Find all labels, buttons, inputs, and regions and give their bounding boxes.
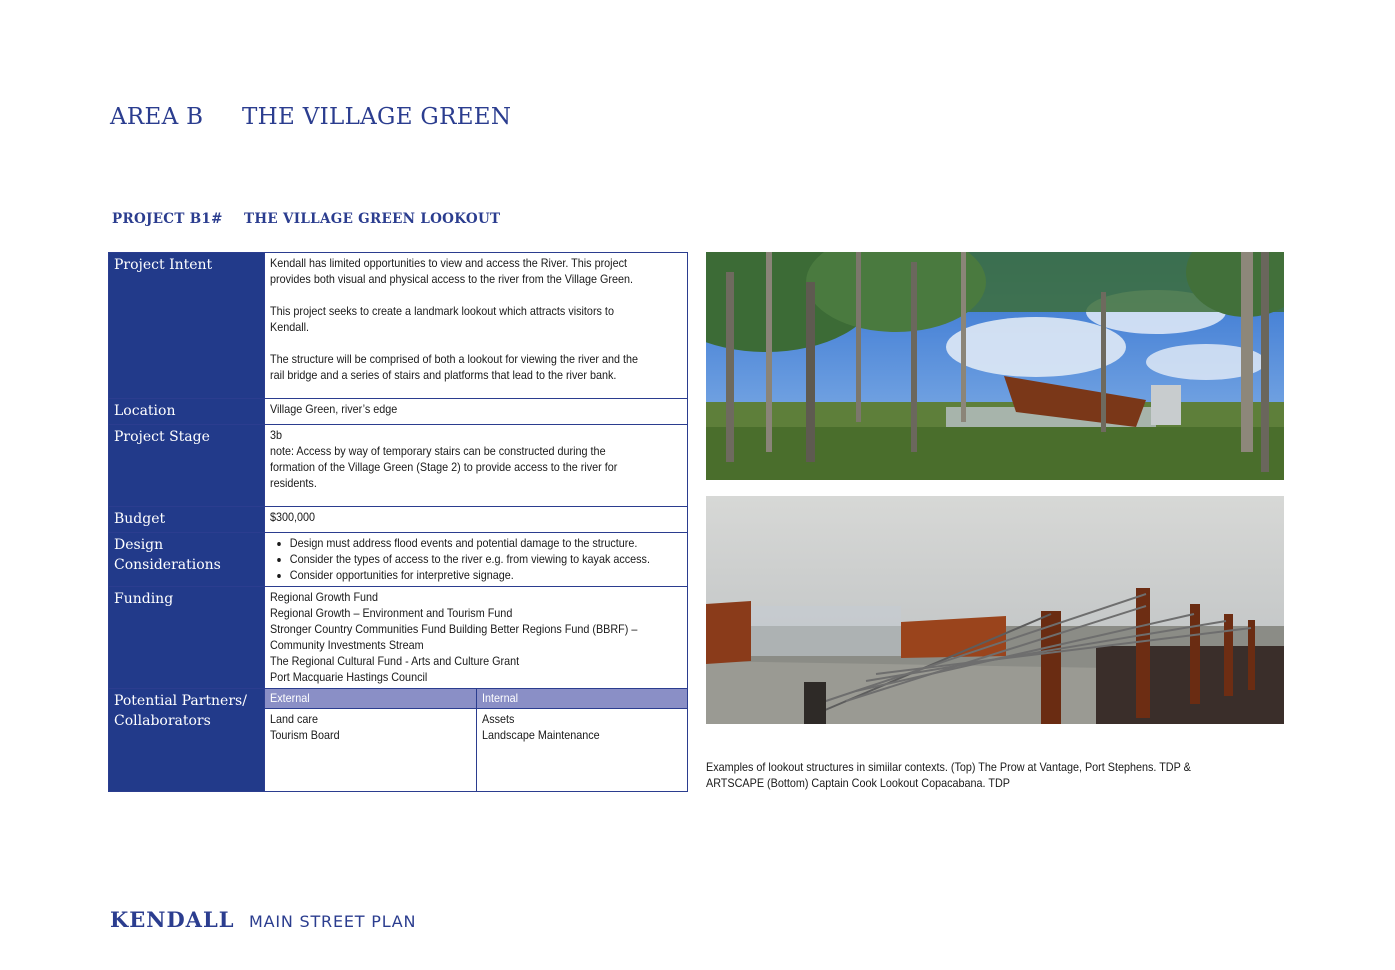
project-name: THE VILLAGE GREEN LOOKOUT	[244, 211, 501, 227]
row-funding	[109, 587, 688, 689]
label-location: Location	[109, 399, 265, 425]
partners-internal-heading: Internal	[477, 689, 688, 709]
value-budget: $300,000	[265, 507, 688, 533]
funding-line: Regional Growth – Environment and Tourism Fund	[270, 606, 513, 620]
partners-internal-column	[476, 689, 688, 791]
footer-subtitle: MAIN STREET PLAN	[249, 912, 417, 931]
value-project-intent	[265, 253, 688, 399]
label-project-stage: Project Stage	[109, 425, 265, 507]
label-project-intent: Project Intent	[109, 253, 265, 399]
partner-item: Tourism Board	[270, 728, 340, 742]
label-design-considerations: Design Considerations	[109, 533, 265, 587]
row-budget	[109, 507, 688, 533]
stage-note-line: note: Access by way of temporary stairs can be constructed during the	[270, 444, 606, 458]
partners-external-heading: External	[265, 689, 476, 709]
design-bullet: • Consider the types of access to the river e.g. from viewing to kayak access.	[290, 551, 650, 567]
photo-caption: Examples of lookout structures in simiilar contexts. (Top) The Prow at Vantage, Port Stephens. TDP & ARTSCAPE (Bottom) Captain Cook Lookout Copacabana. TDP	[706, 760, 1191, 790]
row-project-stage	[109, 425, 688, 507]
design-bullet: • Design must address flood events and potential damage to the structure.	[290, 535, 650, 551]
label-funding: Funding	[109, 587, 265, 689]
row-design-considerations	[109, 533, 688, 587]
row-project-intent	[109, 253, 688, 399]
value-project-stage	[265, 425, 688, 507]
partners-external-column	[265, 689, 476, 791]
partner-item: Landscape Maintenance	[481, 728, 600, 742]
funding-line: Regional Growth Fund	[270, 590, 379, 604]
intent-paragraph: The structure will be comprised of both a lookout for viewing the river and the rail bridge and a series of stairs and platforms that lead to the river bank.	[270, 352, 638, 382]
partner-item: Assets	[481, 712, 514, 726]
area-name: THE VILLAGE GREEN	[242, 104, 512, 130]
funding-line: Stronger Country Communities Fund Building Better Regions Fund (BBRF) –	[270, 622, 638, 636]
stage-value: 3b	[270, 428, 283, 442]
funding-line: The Regional Cultural Fund - Arts and Culture Grant	[270, 654, 520, 668]
funding-line: Community Investments Stream	[270, 638, 424, 652]
photo-captain-cook-lookout	[706, 496, 1284, 724]
stage-note-line: formation of the Village Green (Stage 2) to provide access to the river for	[270, 460, 618, 474]
value-design-considerations	[265, 533, 688, 587]
design-bullet: • Consider opportunities for interpretive signage.	[290, 567, 650, 583]
intent-paragraph: This project seeks to create a landmark lookout which attracts visitors to Kendall.	[270, 304, 614, 334]
row-partners	[109, 689, 688, 792]
project-info-table	[108, 252, 688, 792]
funding-line: Port Macquarie Hastings Council	[270, 670, 428, 684]
row-location	[109, 399, 688, 425]
value-partners	[265, 689, 688, 792]
partner-item: Land care	[270, 712, 319, 726]
label-budget: Budget	[109, 507, 265, 533]
photo-prow-lookout	[706, 252, 1284, 480]
footer-brand: KENDALL	[110, 907, 235, 932]
intent-paragraph: Kendall has limited opportunities to view and access the River. This project provides both visual and physical access to the river from the Village Green.	[270, 256, 633, 286]
value-funding	[265, 587, 688, 689]
area-code: AREA B	[110, 104, 204, 130]
design-bullet-list	[270, 535, 650, 583]
value-location: Village Green, river’s edge	[265, 399, 688, 425]
label-partners: Potential Partners/ Collaborators	[109, 689, 265, 792]
stage-note-line: residents.	[270, 476, 317, 490]
project-code: PROJECT B1#	[112, 211, 223, 227]
